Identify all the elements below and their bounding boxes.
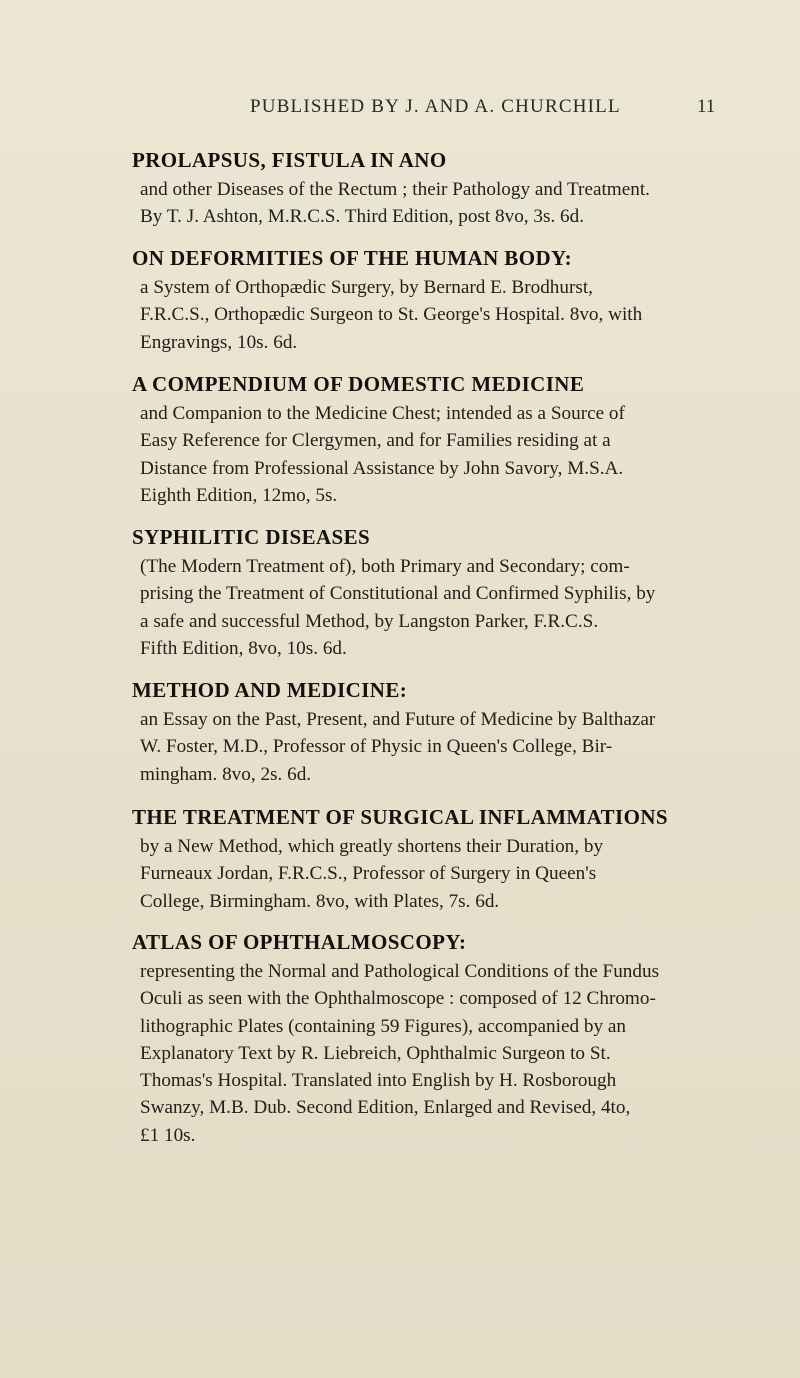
entry-domestic-medicine (120, 371, 750, 509)
running-head (0, 96, 800, 120)
entry-line: an Essay on the Past, Present, and Future of Medicine by Balthazar (140, 709, 656, 730)
entry-line: College, Birmingham. 8vo, with Plates, 7s. 6d. (140, 890, 500, 912)
entry-line: lithographic Plates (containing 59 Figures), accompanied by an (140, 1015, 626, 1037)
entry-deformities (120, 245, 750, 356)
entry-line: By T. J. Ashton, M.R.C.S. Third Edition, post 8vo, 3s. 6d. (140, 206, 585, 228)
entry-line: and Companion to the Medicine Chest; intended as a Source of (140, 403, 625, 424)
entry-line: Oculi as seen with the Ophthalmoscope : composed of 12 Chromo- (140, 988, 656, 1010)
entry-line: a System of Orthopædic Surgery, by Bernard E. Brodhurst, (140, 277, 593, 298)
entry-description (140, 833, 750, 915)
entry-title: A COMPENDIUM OF DOMESTIC MEDICINE (132, 372, 585, 396)
entry-description (140, 958, 750, 1149)
entry-line: Swanzy, M.B. Dub. Second Edition, Enlarged and Revised, 4to, (140, 1097, 631, 1119)
entry-line: £1 10s. (140, 1124, 196, 1146)
entry-line: Thomas's Hospital. Translated into English by H. Rosborough (140, 1070, 617, 1092)
entry-prolapsus (120, 147, 750, 231)
entry-description (140, 706, 750, 788)
entry-line: Engravings, 10s. 6d. (140, 331, 298, 353)
entry-line: prising the Treatment of Constitutional and Confirmed Syphilis, by (140, 583, 656, 605)
entry-method-and-medicine (120, 677, 750, 788)
page-number: 11 (697, 96, 716, 117)
entry-surgical-inflammations (120, 804, 750, 915)
entry-line: Easy Reference for Clergymen, and for Families residing at a (140, 430, 611, 452)
entry-description (140, 400, 750, 509)
entry-line: representing the Normal and Pathological Conditions of the Fundus (140, 961, 660, 982)
entry-line: Fifth Edition, 8vo, 10s. 6d. (140, 637, 347, 659)
entry-line: Furneaux Jordan, F.R.C.S., Professor of Surgery in Queen's (140, 863, 597, 885)
running-title: PUBLISHED BY J. AND A. CHURCHILL (250, 96, 621, 117)
entry-atlas-ophthalmoscopy (120, 929, 750, 1149)
entry-description (140, 176, 750, 231)
entry-title: SYPHILITIC DISEASES (132, 525, 371, 549)
entry-title: METHOD AND MEDICINE: (132, 678, 408, 702)
entry-line: and other Diseases of the Rectum ; their Pathology and Treatment. (140, 179, 650, 200)
entry-syphilitic-diseases (120, 524, 750, 662)
entry-line: Distance from Professional Assistance by John Savory, M.S.A. (140, 457, 624, 479)
entry-line: F.R.C.S., Orthopædic Surgeon to St. George's Hospital. 8vo, with (140, 304, 643, 326)
entry-title: THE TREATMENT OF SURGICAL INFLAMMATIONS (132, 805, 669, 829)
entry-title: PROLAPSUS, FISTULA IN ANO (132, 148, 447, 172)
entry-line: (The Modern Treatment of), both Primary and Secondary; com- (140, 556, 630, 577)
entry-line: a safe and successful Method, by Langston Parker, F.R.C.S. (140, 610, 599, 632)
entry-line: Eighth Edition, 12mo, 5s. (140, 484, 338, 506)
entry-line: Explanatory Text by R. Liebreich, Ophthalmic Surgeon to St. (140, 1042, 611, 1064)
entry-description (140, 553, 750, 662)
entry-line: mingham. 8vo, 2s. 6d. (140, 763, 312, 785)
entry-title: ON DEFORMITIES OF THE HUMAN BODY: (132, 246, 573, 270)
entry-title: ATLAS OF OPHTHALMOSCOPY: (132, 930, 467, 954)
entry-description (140, 274, 750, 356)
entry-line: by a New Method, which greatly shortens their Duration, by (140, 836, 604, 857)
entry-line: W. Foster, M.D., Professor of Physic in Queen's College, Bir- (140, 736, 613, 758)
